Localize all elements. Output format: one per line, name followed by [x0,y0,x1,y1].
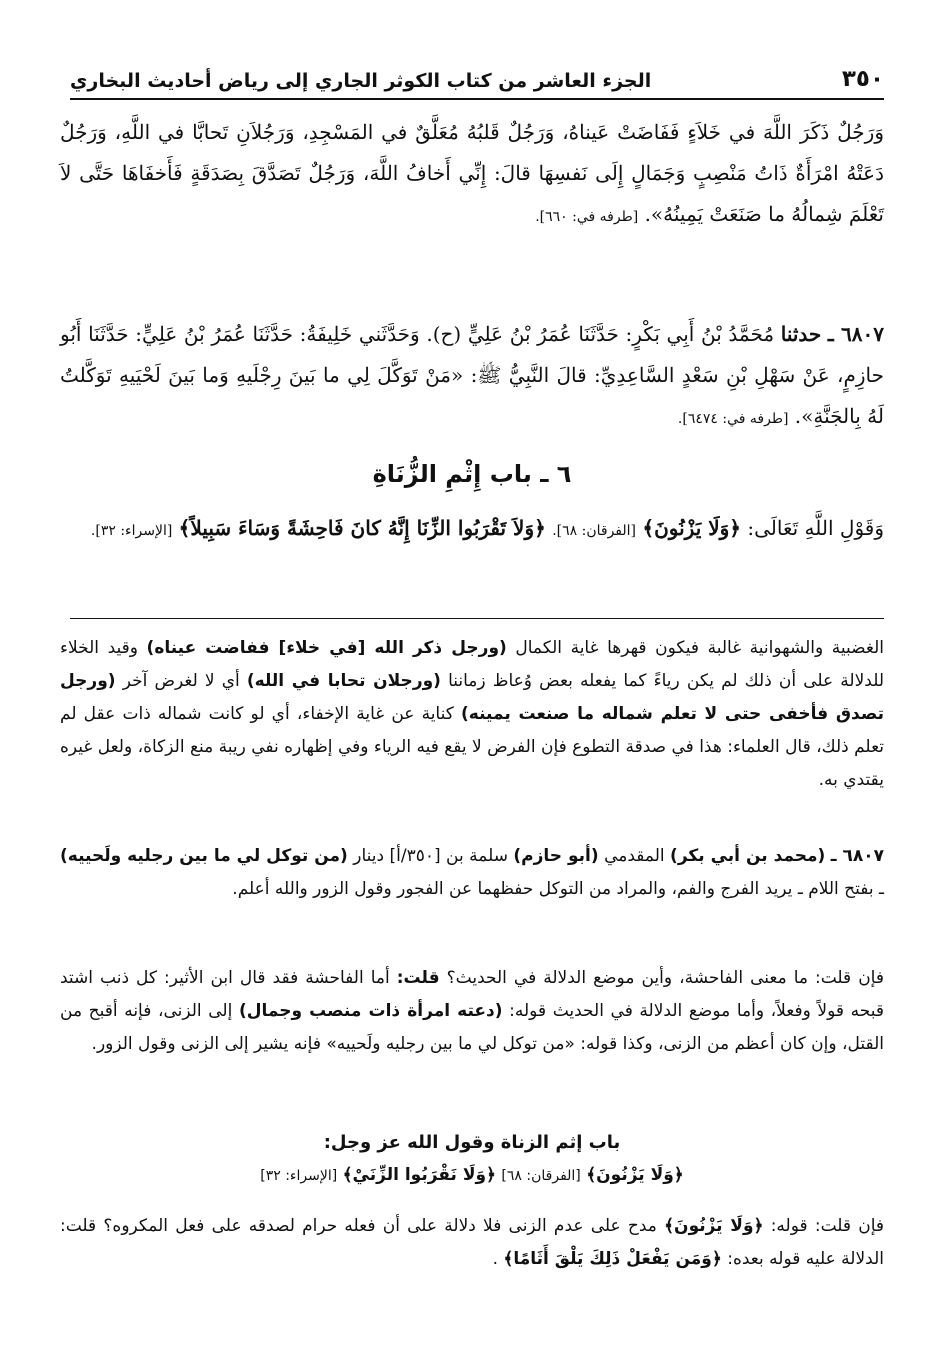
cross-reference: [طرفه في: ٦٤٧٤]. [677,411,789,427]
commentary-text: وقيد الخلاء للدلالة على أن ذلك لم يكن رياءً كما يفعله بعض وُعاظ زماننا [60,638,885,691]
quran-verse: ﴿وَلَا يَزْنُونَ﴾ [586,1165,684,1185]
quoted-phrase: قلت: [396,968,440,988]
section-divider [70,618,884,619]
chapter-verses [60,508,884,552]
quoted-phrase: (من توكل لي ما بين رجليه ولَحييه) [60,846,348,866]
page-header [70,52,884,100]
commentary-heading-title: باب إثم الزناة وقول الله عز وجل: [323,1132,621,1153]
chapter-heading: ٦ ـ باب إِثْمِ الزُّنَاةِ [372,460,572,488]
commentary-text: . [492,1249,498,1269]
hadith-number: ٦٨٠٧ ـ [827,322,884,346]
commentary-text: مدح على عدم الزنى فلا دلالة على أن فعله حرام لصدقه على فعل المكروه؟ قلت: الدلالة عليه قوله بعده: [60,1216,884,1269]
verse-reference: [الإسراء: ٣٢] [260,1168,338,1184]
quoted-phrase: (دعته امرأة ذات منصب وجمال) [238,1001,503,1021]
quoted-phrase: (ورجلان تحابا في الله) [246,671,441,691]
quoted-phrase: (ورجل تصدق فأخفى حتى لا تعلم شماله ما صنعت يمينه) [60,671,885,724]
quran-verse: ﴿وَلاَ تَقْرَبُوا الزِّنَا إِنَّهُ كانَ فَاحِشَةً وَسَاءَ سَبِيلاً﴾ [178,516,546,540]
page-number: ٣٥٠ [841,66,884,92]
commentary-text: فإن قلت: ما معنى الفاحشة، وأين موضع الدلالة في الحديث؟ [446,968,884,988]
commentary-paragraph-1 [60,632,884,797]
commentary-text: الغضبية والشهوانية غالبة فيكون قهرها غاية الكمال [515,638,885,658]
commentary-paragraph-3 [60,962,884,1061]
hadith-6807 [60,314,884,440]
verse-reference: [الفرقان: ٦٨]. [552,523,637,539]
hadith-text-continuation [60,112,884,238]
commentary-heading [60,1126,884,1193]
commentary-text: المقدمي [604,846,665,866]
hadith-number: ٦٨٠٧ ـ [830,846,885,866]
quran-verse: ﴿وَلَا نَقْرَبُوا الزِّنَيْ﴾ [342,1165,497,1185]
hadith-text: وَرَجُلٌ ذَكَرَ اللَّهَ في خَلاَءٍ فَفَاضَتْ عَيناهُ، وَرَجُلٌ قَلبُهُ مُعَلَّقٌ في المَسْجِدِ، وَرَجُلاَنِ تَحابَّا في اللَّهِ، وَرَجُلٌ دَعَتْهُ امْرَأَةٌ ذَاتُ مَنْصِبٍ وَجَمَالٍ إِلَى نَفسِهَا قالَ: إِنِّي أَخافُ اللَّهَ، وَرَجُلٌ تَصَدَّقَ بِصَدَقَةٍ فَأَخفَاهَا حَتَّى لاَ تَعْلَمَ شِمالُهُ ما صَنَعَتْ يَمِينُهُ». [60,120,884,226]
running-title: الجزء العاشر من كتاب الكوثر الجاري إلى رياض أحاديث البخاري [70,70,652,92]
hadith-text: مُحَمَّدُ بْنُ أَبِي بَكْرٍ: حَدَّثَنَا عُمَرُ بْنُ عَلِيٍّ (ح). وَحَدَّثَني خَلِيفَةُ: حَدَّثَنَا عُمَرُ بْنُ عَلِيٍّ: حَدَّثَنَا أَبُو حازِمٍ، عَنْ سَهْلِ بْنِ سَعْدٍ السَّاعِدِيِّ: قالَ النَّبِيُّ ﷺ: «مَنْ تَوَكَّلَ لِي ما بَينَ رِجْلَيهِ وَما بَينَ لَحْيَيهِ تَوَكَّلتُ لَهُ بِالجَنَّةِ». [60,322,884,428]
commentary-text: أي لا لغرض آخر [122,671,240,691]
verse-reference: [الفرقان: ٦٨] [501,1168,581,1184]
hadith-lead-word: حدثنا [780,322,822,346]
cross-reference: [طرفه في: ٦٦٠]. [535,209,639,225]
quran-verse: ﴿وَلَا يَزْنُونَ﴾ [642,516,742,540]
commentary-text: أما الفاحشة فقد قال ابن الأثير: كل ذنب اشتد قبحه قولاً وفعلاً، وأما موضع الدلالة في الحديث قوله: [60,968,884,1021]
commentary-paragraph-2 [60,840,884,906]
quoted-phrase: (ورجل ذكر الله [في خلاء] ففاضت عيناه) [146,638,507,658]
verse-intro: وَقَوْلِ اللَّهِ تَعَالَى: [747,516,884,540]
commentary-paragraph-4 [60,1210,884,1276]
verse-reference: [الإسراء: ٣٢]. [90,523,173,539]
quoted-phrase: (أبو حازم) [513,846,599,866]
commentary-text: سلمة بن [٣٥٠/أ] دينار [353,846,508,866]
quran-verse: ﴿وَمَن يَفْعَلْ ذَلِكَ يَلْقَ أَثَامًا﴾ [503,1249,722,1269]
commentary-text: كناية عن غاية الإخفاء، أي لو كانت شماله ذات عقل لم تعلم ذلك، قال العلماء: هذا في صدقة التطوع فإن الفرض لا يقع فيه الرياء وفي إظهاره نفي ريبة منع الزكاة، ولعل غيره يقتدي به. [60,704,884,790]
quoted-phrase: (محمد بن أبي بكر) [670,846,826,866]
commentary-text: ـ بفتح اللام ـ يريد الفرج والفم، والمراد من التوكل حفظهما عن الفجور وقول الزور والله أعلم. [232,879,884,899]
quran-verse: ﴿وَلَا يَزْنُونَ﴾ [664,1216,764,1236]
commentary-text: إلى الزنى، فإنه أقبح من القتل، وإن كان أعظم من الزنى، وكذا قوله: «من توكل لي ما بين رجليه ولَحييه» فإنه يشير إلى الزنى وقول الزور. [60,1001,884,1054]
commentary-text: فإن قلت: قوله: [770,1216,885,1236]
